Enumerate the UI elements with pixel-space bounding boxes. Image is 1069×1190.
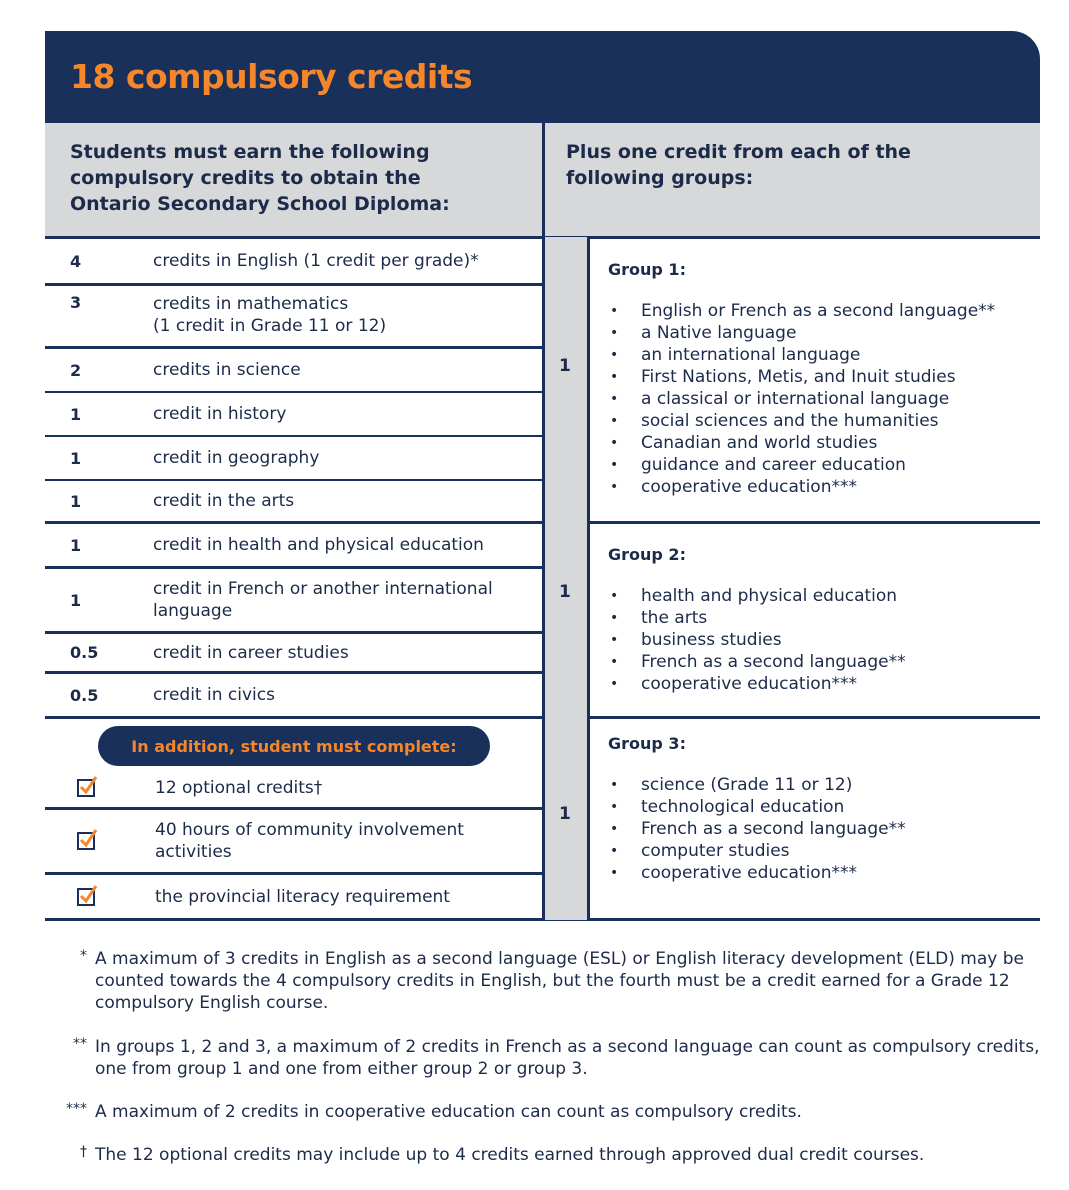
footnote-text: A maximum of 2 credits in cooperative education can count as compulsory credits. (95, 1102, 802, 1122)
addition-row (45, 810, 542, 872)
list-item: • the arts (610, 608, 708, 628)
list-item: • business studies (610, 630, 782, 650)
list-item: • cooperative education*** (610, 863, 857, 883)
list-item: • a Native language (610, 323, 797, 343)
footnote-text: A maximum of 3 credits in English as a second language (ESL) or English literacy development (ELD) may be counted towards the 4 compulsory credits in English, but the fourth must be a credit earned for a Grade 12 compulsory English course. (95, 949, 1024, 1013)
list-item: • technological education (610, 797, 845, 817)
addition-row (45, 875, 542, 919)
footnote-mark: ** (73, 1036, 87, 1052)
footnote-text: The 12 optional credits may include up to 4 credits earned through approved dual credit courses. (95, 1145, 925, 1165)
list-item: • French as a second language** (610, 652, 906, 672)
group-2 (608, 545, 1038, 695)
credit-count: 1 (70, 535, 82, 555)
list-item: • social sciences and the humanities (610, 411, 939, 431)
credits-card (45, 31, 1040, 921)
groups-header-text: Plus one credit from each of the following groups: (566, 141, 911, 189)
addition-row (45, 769, 542, 807)
group-count: 1 (559, 582, 571, 602)
list-item: • First Nations, Metis, and Inuit studies (610, 367, 956, 387)
page-title: 18 compulsory credits (70, 57, 473, 96)
group-divider (45, 716, 1040, 719)
credit-description: credit in career studies (153, 642, 349, 663)
group-1 (608, 260, 1038, 498)
credit-description: credits in science (153, 360, 301, 380)
requirement-description: 40 hours of community involvement activities (155, 820, 464, 862)
group-title: Group 2: (608, 545, 686, 564)
bottom-rule (45, 918, 1040, 921)
footnote (45, 1101, 1045, 1123)
requirement-description: the provincial literacy requirement (155, 887, 450, 907)
compulsory-row (45, 286, 542, 346)
credit-count: 4 (70, 251, 82, 271)
compulsory-row (45, 674, 542, 716)
credit-count: 2 (70, 360, 82, 380)
compulsory-header (45, 123, 542, 237)
checkbox-icon (77, 779, 95, 797)
compulsory-row (45, 569, 542, 631)
group-list (608, 774, 1038, 884)
list-item: • an international language (610, 345, 861, 365)
credit-description: credit in the arts (153, 491, 295, 511)
credit-count: 0.5 (70, 643, 99, 662)
compulsory-row (45, 481, 542, 521)
credit-description: credit in geography (153, 448, 320, 468)
group-list (608, 585, 1038, 695)
footnote (45, 948, 1045, 1014)
compulsory-row (45, 349, 542, 391)
group-divider (587, 521, 1040, 524)
footnote-mark: * (80, 948, 87, 964)
compulsory-header-text: Students must earn the following compulsory credits to obtain the Ontario Secondary School Diploma: (70, 141, 450, 215)
footnote-text: In groups 1, 2 and 3, a maximum of 2 credits in French as a second language can count as compulsory credits, one from group 1 and one from either group 2 or group 3. (95, 1037, 1040, 1079)
credit-count: 1 (70, 590, 82, 610)
compulsory-row (45, 524, 542, 566)
list-item: • Canadian and world studies (610, 433, 878, 453)
credit-count: 1 (70, 448, 82, 468)
addition-pill: In addition, student must complete: (98, 726, 490, 766)
credit-description: credit in history (153, 404, 287, 424)
credit-description: credit in French or another international language (153, 579, 493, 621)
list-item: • French as a second language** (610, 819, 906, 839)
list-item: • cooperative education*** (610, 477, 857, 497)
credit-description: credit in health and physical education (153, 535, 484, 555)
compulsory-row (45, 437, 542, 479)
list-item: • guidance and career education (610, 455, 906, 475)
requirement-description: 12 optional credits† (155, 778, 323, 798)
checkbox-icon (77, 888, 95, 906)
group-list (608, 300, 1038, 498)
credit-count: 1 (70, 404, 82, 424)
list-item: • health and physical education (610, 586, 898, 606)
group-count-divider (587, 237, 590, 920)
credit-count: 1 (70, 491, 82, 511)
credit-count: 0.5 (70, 685, 99, 705)
group-3 (608, 734, 1038, 884)
group-count: 1 (559, 804, 571, 824)
checkbox-icon (77, 832, 95, 850)
credit-description: credits in English (1 credit per grade)* (153, 251, 479, 271)
title-banner (45, 31, 1040, 123)
list-item: • science (Grade 11 or 12) (610, 775, 853, 795)
groups-header (545, 123, 1040, 237)
group-title: Group 3: (608, 734, 686, 753)
compulsory-row (45, 634, 542, 671)
list-item: • cooperative education*** (610, 674, 857, 694)
list-item: • English or French as a second language** (610, 301, 996, 321)
footnote (45, 1144, 1045, 1166)
compulsory-row (45, 393, 542, 435)
footnote-mark: *** (66, 1101, 87, 1117)
group-title: Group 1: (608, 260, 686, 279)
footnote-mark: † (80, 1144, 87, 1160)
compulsory-row (45, 239, 542, 283)
list-item: • computer studies (610, 841, 790, 861)
credit-description: credit in civics (153, 685, 275, 705)
list-item: • a classical or international language (610, 389, 950, 409)
group-count: 1 (559, 356, 571, 376)
credit-count: 3 (70, 293, 82, 312)
credit-description: credits in mathematics (1 credit in Grade 11 or 12) (153, 294, 387, 336)
footnote (45, 1036, 1045, 1080)
